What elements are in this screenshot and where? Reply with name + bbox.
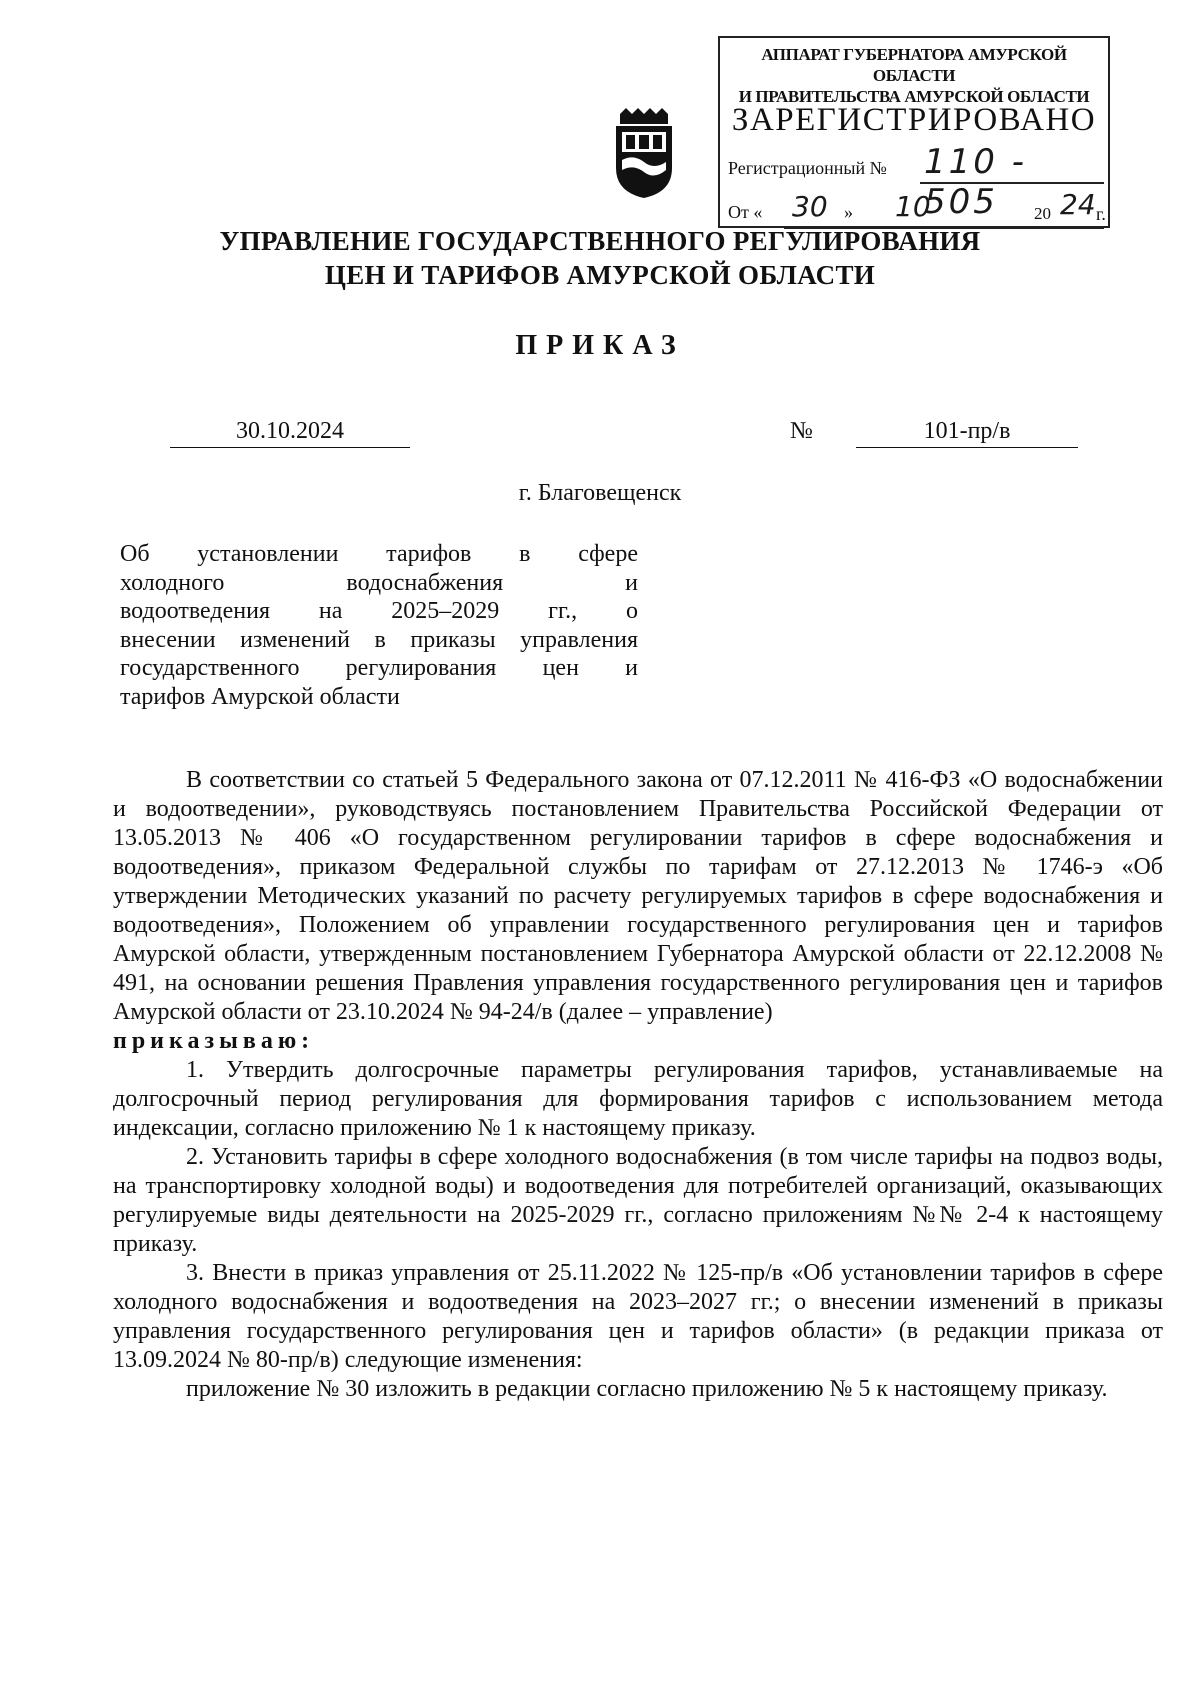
subject-line: холодного водоснабжения и [120,569,638,596]
stamp-registered-title: ЗАРЕГИСТРИРОВАНО [731,102,1097,138]
subject-line: внесении изменений в приказы управления [120,626,638,653]
order-word: приказываю: [113,1028,315,1054]
stamp-year-suffix: 24 [1060,188,1096,221]
subject-line: тарифов Амурской области [120,683,400,710]
document-subject [120,540,638,711]
stamp-organization [720,44,1108,107]
order-item-1: 1. Утвердить долгосрочные параметры регулирования тарифов, устанавливаемые на долгосрочный период регулирования для формирования тарифов с использованием метода индексации, согласно приложению № 1 к настоящему приказу. [113,1057,1163,1141]
stamp-org-line1: АППАРАТ ГУБЕРНАТОРА АМУРСКОЙ ОБЛАСТИ [761,45,1067,85]
subject-line: Об установлении тарифов в сфере [120,541,638,567]
stamp-reg-number-underline [920,182,1104,184]
authority-name-line2: ЦЕН И ТАРИФОВ АМУРСКОЙ ОБЛАСТИ [324,260,876,290]
stamp-day: 30 [792,190,828,223]
document-number: 101-пр/в [856,418,1078,448]
stamp-reg-number-label: Регистрационный № [728,158,887,178]
number-sign: № [790,418,813,444]
subject-line: водоотведения на 2025–2029 гг., о [120,598,638,624]
stamp-org-line2: И ПРАВИТЕЛЬСТВА АМУРСКОЙ ОБЛАСТИ [738,87,1090,106]
stamp-year-prefix: 20 [1034,204,1051,223]
document-type-title: ПРИКАЗ [515,330,685,361]
document-date: 30.10.2024 [170,418,410,448]
preamble-paragraph: В соответствии со статьей 5 Федерального закона от 07.12.2011 № 416-ФЗ «О водоснабжении и водоотведении», руководствуясь постановлением Правительства Российской Федерации от 13.05.2013 № 406 «О государственном регулировании тарифов в сфере водоснабжения и водоотведения», приказом Федеральной службы по тарифам от 27.12.2013 № 1746-э «Об утверждении Методических указаний по расчету регулируемых тарифов в сфере водоснабжения и водоотведения», Положением об управлении государственного регулирования цен и тарифов Амурской области, утвержденным постановлением Губернатора Амурской области от 22.12.2008 № 491, на основании решения Правления управления государственного регулирования цен и тарифов Амурской области от 23.10.2024 № 94-24/в (далее – управление) [113,767,1163,1025]
document-body [113,766,1163,1404]
stamp-date-from-label: От « [728,202,763,222]
stamp-reg-number: 110 - 505 [924,142,1027,222]
stamp-month: 10 [895,190,931,223]
order-item-2: 2. Установить тарифы в сфере холодного водоснабжения (в том числе тарифы на подвоз воды, на транспортировку холодной воды) и водоотведения для потребителей организаций, оказывающих регулируемые виды деятельности на 2025-2029 гг., согласно приложениям №№ 2-4 к настоящему приказу. [113,1144,1163,1257]
stamp-year-abbrev: г. [1096,204,1106,224]
order-item-3: 3. Внести в приказ управления от 25.11.2022 № 125-пр/в «Об установлении тарифов в сфере холодного водоснабжения и водоотведения на 2023–2027 гг.; о внесении изменений в приказы управления государственного регулирования цен и тарифов области» (в редакции приказа от 13.09.2024 № 80-пр/в) следующие изменения: [113,1260,1163,1373]
stamp-date-quote: » [844,202,853,222]
registration-stamp [718,36,1110,228]
document-city: г. Благовещенск [518,480,682,506]
order-item-3-sub: приложение № 30 изложить в редакции согласно приложению № 5 к настоящему приказу. [186,1376,1108,1402]
subject-line: государственного регулирования цен и [120,655,638,681]
coat-of-arms-icon [612,108,676,200]
authority-name-line1: УПРАВЛЕНИЕ ГОСУДАРСТВЕННОГО РЕГУЛИРОВАНИЯ [219,226,981,256]
